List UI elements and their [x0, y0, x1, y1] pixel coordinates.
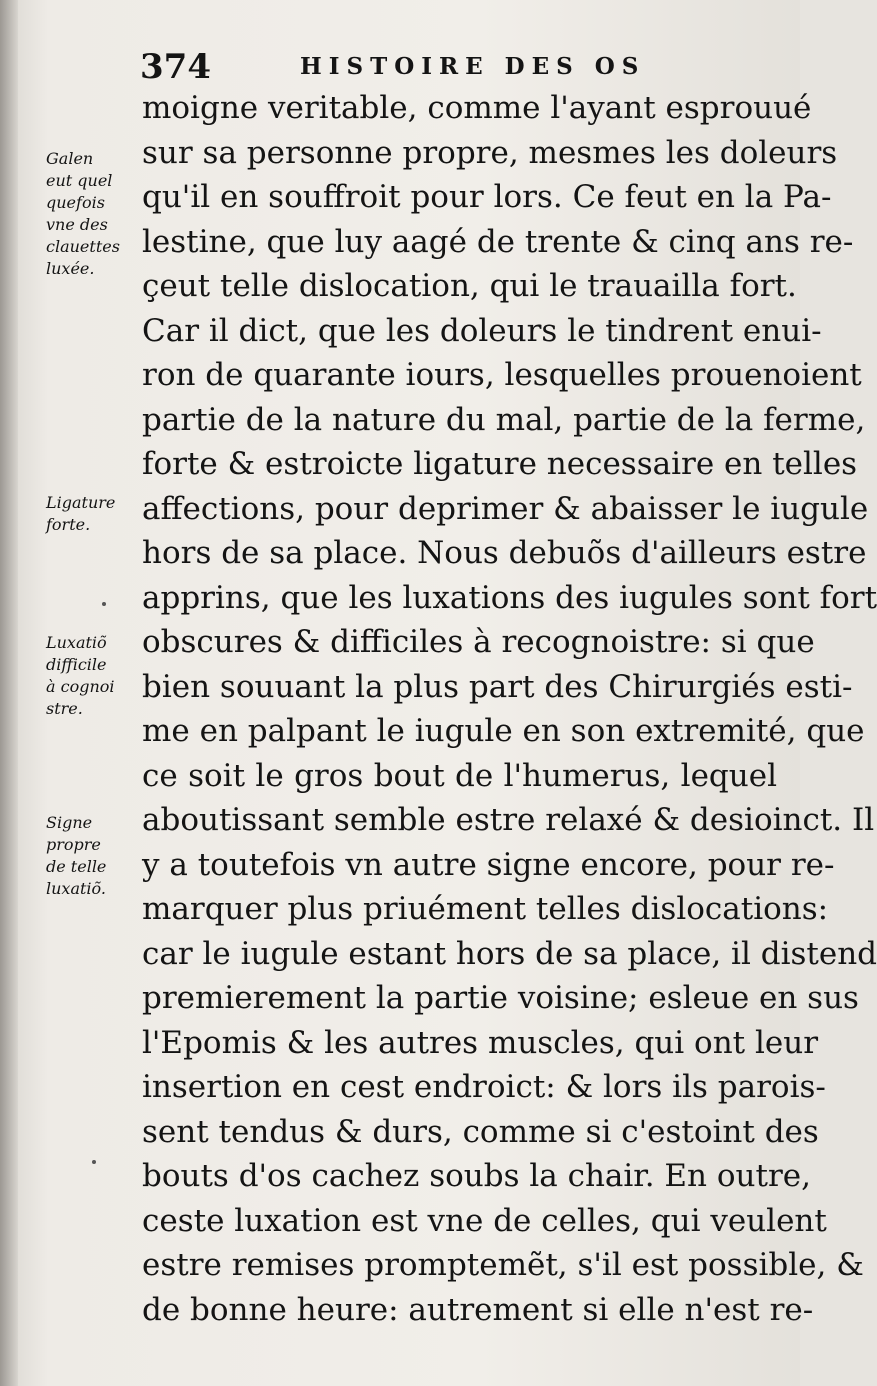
- margin-note-ligature: [46, 492, 146, 536]
- page-header: [140, 42, 780, 92]
- margin-note-line: luxée.: [46, 259, 95, 278]
- margin-note-signe: [46, 812, 146, 900]
- margin-note-line: eut quel: [46, 171, 113, 190]
- margin-note-line: Ligature: [46, 493, 116, 512]
- margin-note-line: clauettes: [46, 237, 120, 256]
- ink-speck: [102, 602, 106, 606]
- text-line: de bonne heure: autrement si elle n'est re-: [142, 1291, 814, 1328]
- text-line: qu'il en souffroit pour lors. Ce feut en la Pa-: [142, 179, 832, 215]
- text-line: obscures & difficiles à recognoistre: si que: [142, 624, 815, 660]
- text-line: car le iugule estant hors de sa place, il distend: [142, 935, 877, 972]
- text-line: affections, pour deprimer & abaisser le iugule: [142, 490, 869, 527]
- text-line: bouts d'os cachez soubs la chair. En outre,: [142, 1158, 811, 1194]
- text-line: marquer plus priuément telles dislocations:: [142, 891, 829, 927]
- margin-note-line: stre.: [46, 699, 83, 718]
- margin-note-galen: [46, 148, 146, 280]
- ink-speck: [92, 1160, 96, 1164]
- text-line: me en palpant le iugule en son extremité, que: [142, 713, 865, 749]
- text-line: bien souuant la plus part des Chirurgiés esti-: [142, 668, 853, 705]
- margin-note-line: propre: [46, 835, 101, 854]
- text-line: Car il dict, que les doleurs le tindrent enui-: [142, 312, 822, 349]
- margin-note-line: Luxatiõ: [46, 633, 107, 652]
- margin-note-line: de telle: [46, 857, 107, 876]
- text-line: ceste luxation est vne de celles, qui veulent: [142, 1202, 827, 1239]
- margin-note-line: forte.: [46, 515, 91, 534]
- body-text: [142, 86, 877, 1332]
- text-line: sent tendus & durs, comme si c'estoint des: [142, 1113, 819, 1150]
- margin-note-line: difficile: [46, 655, 107, 674]
- margin-note-line: à cognoi: [46, 677, 115, 696]
- text-line: moigne veritable, comme l'ayant esprouué: [142, 90, 812, 126]
- text-line: l'Epomis & les autres muscles, qui ont leur: [142, 1024, 819, 1061]
- running-title: HISTOIRE DES OS: [300, 53, 646, 80]
- margin-note-line: vne des: [46, 215, 108, 234]
- margin-note-line: Signe: [46, 813, 93, 832]
- margin-note-line: Galen: [46, 149, 94, 168]
- page-number: 374: [140, 47, 211, 87]
- text-line: estre remises promptemẽt, s'il est possible, &: [142, 1247, 864, 1283]
- margin-note-line: luxatiõ.: [46, 879, 106, 898]
- margin-note-line: quefois: [46, 193, 105, 212]
- text-line: ron de quarante iours, lesquelles prouenoient: [142, 357, 862, 393]
- text-line: apprins, que les luxations des iugules sont fort: [142, 579, 877, 616]
- text-line: insertion en cest endroict: & lors ils parois-: [142, 1069, 826, 1105]
- page-gutter-shadow: [0, 0, 18, 1386]
- text-line: forte & estroicte ligature necessaire en telles: [142, 446, 858, 482]
- text-line: ce soit le gros bout de l'humerus, lequel: [142, 757, 777, 794]
- text-line: premierement la partie voisine; esleue en sus: [142, 980, 859, 1016]
- text-line: y a toutefois vn autre signe encore, pour re-: [142, 846, 835, 883]
- text-line: lestine, que luy aagé de trente & cinq ans re-: [142, 223, 854, 260]
- text-line: sur sa personne propre, mesmes les doleurs: [142, 134, 838, 171]
- text-line: partie de la nature du mal, partie de la ferme,: [142, 401, 866, 438]
- margin-note-luxation: [46, 632, 146, 720]
- text-line: aboutissant semble estre relaxé & desioinct. Il: [142, 802, 875, 838]
- text-line: hors de sa place. Nous debuõs d'ailleurs estre: [142, 535, 867, 571]
- text-line: çeut telle dislocation, qui le trauailla fort.: [142, 268, 797, 304]
